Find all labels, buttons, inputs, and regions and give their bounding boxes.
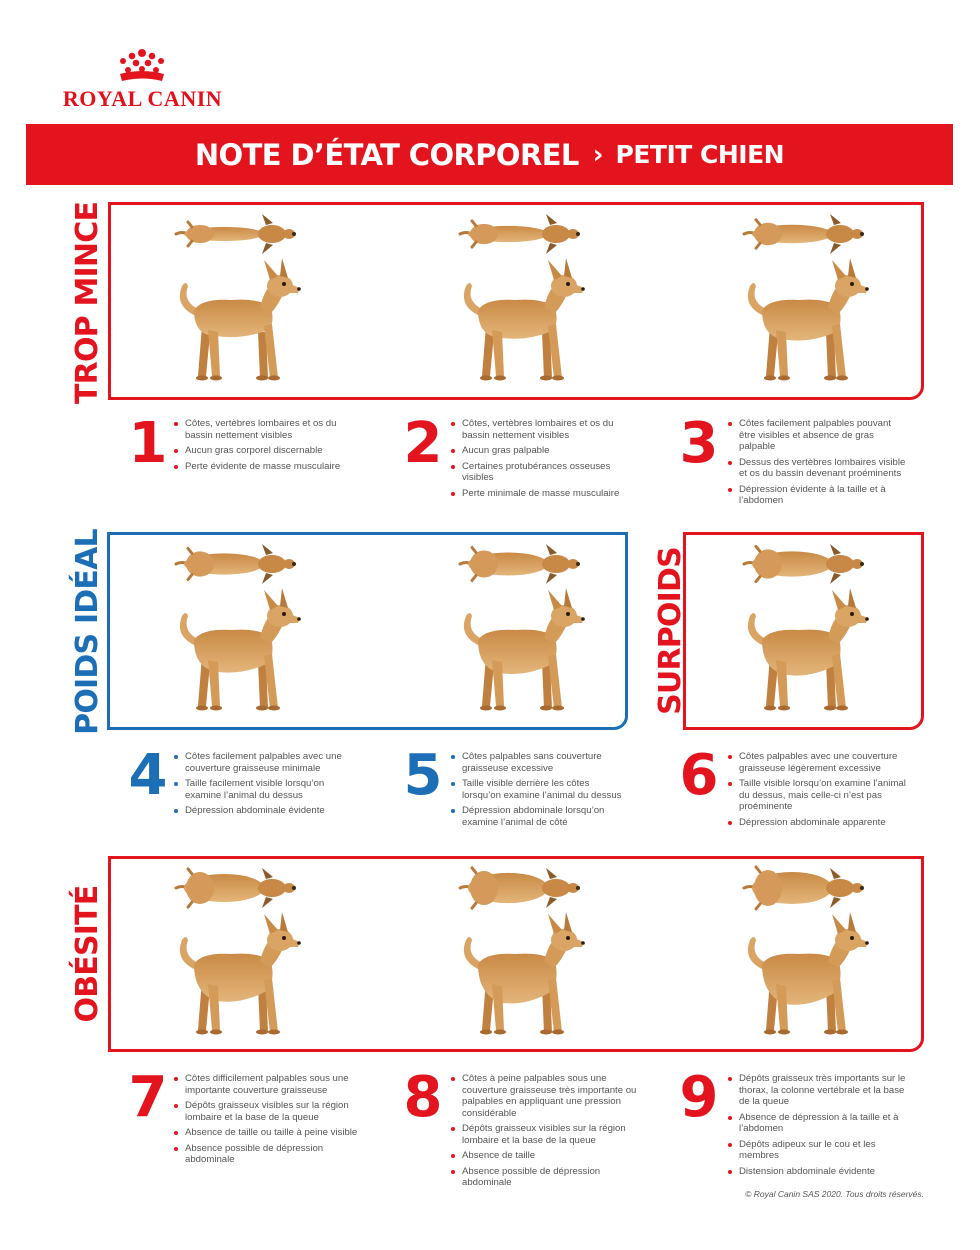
score-number-3: 3 [679, 411, 719, 476]
score-number-7: 7 [128, 1065, 168, 1130]
criteria-list-2 [450, 418, 635, 503]
dog-top-view [744, 867, 864, 909]
criteria-list-9 [727, 1073, 917, 1181]
list-item: Taille visible derrière les côtes lorsqu’on examine l’animal du dessus [450, 778, 625, 801]
list-item: Absence possible de dépression abdominale [173, 1143, 363, 1166]
dog-side-view [464, 588, 585, 711]
list-item: Taille visible lorsqu’on examine l’animal du dessus, mais celle-ci n’est pas proéminente [727, 778, 917, 813]
dog-side-view [180, 912, 301, 1035]
list-item: Côtes difficilement palpables sous une importante couverture graisseuse [173, 1073, 363, 1096]
list-item: Absence de taille ou taille à peine visible [173, 1127, 363, 1139]
dog-illustration-9 [740, 868, 870, 1046]
list-item: Dépression évidente à la taille et à l’abdomen [727, 484, 907, 507]
section-label-trop-mince: TROP MINCE [70, 201, 105, 404]
score-number-4: 4 [128, 743, 168, 808]
score-number-1: 1 [128, 411, 168, 476]
criteria-list-1 [173, 418, 363, 476]
dog-illustration-4 [172, 544, 302, 722]
dog-illustration-3 [740, 214, 870, 392]
list-item: Aucun gras corporel discernable [173, 445, 363, 457]
dog-side-view [748, 588, 869, 711]
section-label-obesite: OBÉSITÉ [70, 885, 105, 1023]
dog-top-view [176, 214, 296, 254]
dog-top-view [460, 214, 580, 254]
list-item: Certaines protubérances osseuses visibles [450, 461, 635, 484]
criteria-list-3 [727, 418, 907, 511]
dog-top-view [460, 868, 580, 908]
title-banner [26, 124, 953, 185]
list-item: Côtes, vertèbres lombaires et os du bassin nettement visibles [173, 418, 363, 441]
dog-side-view [748, 912, 869, 1035]
chevron-right-icon: › [592, 139, 604, 170]
dog-top-view [176, 868, 296, 908]
list-item: Côtes, vertèbres lombaires et os du bassin nettement visibles [450, 418, 635, 441]
dog-top-view [744, 214, 864, 254]
dog-top-view [744, 544, 864, 584]
royal-canin-logo [55, 48, 230, 118]
dog-top-view [176, 544, 296, 584]
score-number-5: 5 [403, 743, 443, 808]
list-item: Absence possible de dépression abdominale [450, 1166, 650, 1189]
list-item: Absence de taille [450, 1150, 650, 1162]
dog-illustration-7 [172, 868, 302, 1046]
list-item: Dessus des vertèbres lombaires visible et os du bassin devenant proéminents [727, 457, 907, 480]
brand-name: ROYAL CANIN [62, 86, 223, 111]
list-item: Côtes facilement palpables avec une couverture graisseuse minimale [173, 751, 363, 774]
dog-side-view [180, 258, 301, 381]
dog-illustration-1 [172, 214, 302, 392]
criteria-list-5 [450, 751, 625, 832]
dog-side-view [748, 258, 869, 381]
list-item: Distension abdominale évidente [727, 1166, 917, 1178]
list-item: Dépôts graisseux très importants sur le thorax, la colonne vertébrale et la base de la queue [727, 1073, 917, 1108]
list-item: Dépression abdominale lorsqu’on examine l’animal de côté [450, 805, 625, 828]
section-label-surpoids: SURPOIDS [653, 547, 688, 715]
list-item: Côtes palpables sans couverture graisseuse excessive [450, 751, 625, 774]
list-item: Dépression abdominale apparente [727, 817, 917, 829]
list-item: Taille facilement visible lorsqu’on examine l’animal du dessus [173, 778, 363, 801]
dog-illustration-6 [740, 544, 870, 722]
dog-side-view [180, 588, 301, 711]
dog-top-view [460, 544, 580, 584]
dog-illustration-5 [456, 544, 586, 722]
score-number-6: 6 [679, 743, 719, 808]
list-item: Dépôts adipeux sur le cou et les membres [727, 1139, 917, 1162]
list-item: Dépression abdominale évidente [173, 805, 363, 817]
list-item: Perte évidente de masse musculaire [173, 461, 363, 473]
score-number-2: 2 [403, 411, 443, 476]
list-item: Côtes facilement palpables pouvant être visibles et absence de gras palpable [727, 418, 907, 453]
dog-illustration-8 [456, 868, 586, 1046]
page-title: NOTE D’ÉTAT CORPOREL [194, 137, 579, 172]
section-label-poids-ideal: POIDS IDÉAL [70, 529, 105, 735]
list-item: Perte minimale de masse musculaire [450, 488, 635, 500]
criteria-list-6 [727, 751, 917, 832]
dog-side-view [464, 912, 585, 1035]
page-subtitle: PETIT CHIEN [615, 140, 785, 169]
criteria-list-7 [173, 1073, 363, 1170]
score-number-8: 8 [403, 1065, 443, 1130]
dog-illustration-2 [456, 214, 586, 392]
crown-icon [110, 48, 174, 84]
score-number-9: 9 [679, 1065, 719, 1130]
list-item: Côtes à peine palpables sous une couverture graisseuse très importante ou palpables en appliquant une pression considérable [450, 1073, 650, 1119]
list-item: Absence de dépression à la taille et à l’abdomen [727, 1112, 917, 1135]
list-item: Dépôts graisseux visibles sur la région lombaire et la base de la queue [173, 1100, 363, 1123]
list-item: Dépôts graisseux visibles sur la région lombaire et la base de la queue [450, 1123, 650, 1146]
list-item: Aucun gras palpable [450, 445, 635, 457]
list-item: Côtes palpables avec une couverture graisseuse légèrement excessive [727, 751, 917, 774]
copyright-notice: © Royal Canin SAS 2020. Tous droits réservés. [745, 1189, 924, 1199]
criteria-list-4 [173, 751, 363, 821]
dog-side-view [464, 258, 585, 381]
criteria-list-8 [450, 1073, 650, 1193]
